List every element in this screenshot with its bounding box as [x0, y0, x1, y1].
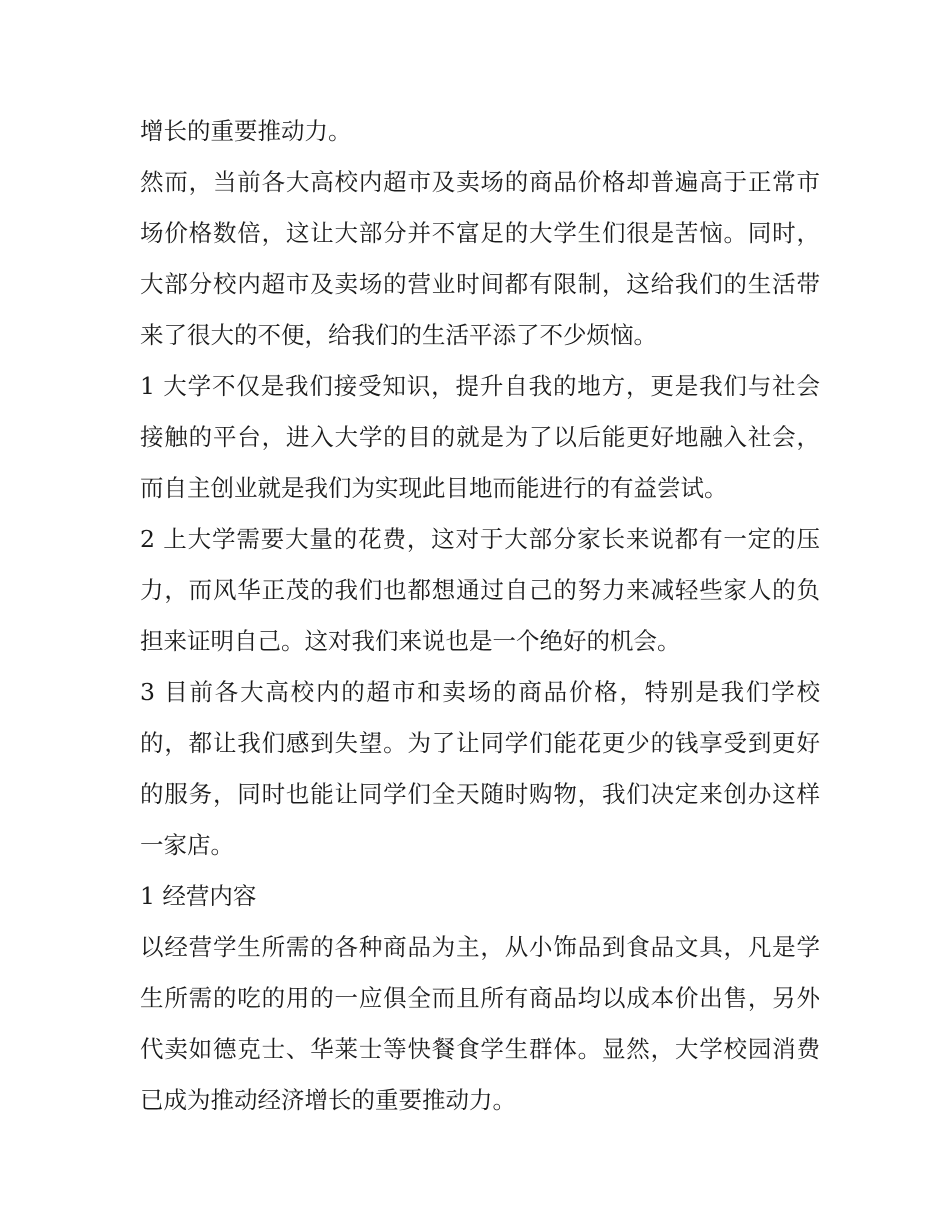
- section-heading-business-content: 1 经营内容: [140, 882, 257, 910]
- paragraph-reason-2: 2 上大学需要大量的花费，这对于大部分家长来说都有一定的压力，而风华正茂的我们也都想通过自己的努力来减轻些家人的负担来证明自己。这对我们来说也是一个绝好的机会。: [140, 525, 820, 655]
- paragraph-price-problem: 然而，当前各大高校内超市及卖场的商品价格却普遍高于正常市场价格数倍，这让大部分并不富足的大学生们很是苦恼。同时，大部分校内超市及卖场的营业时间都有限制，这给我们的生活带来了很大的不便，给我们的生活平添了不少烦恼。: [140, 168, 820, 349]
- paragraph-business-content: 以经营学生所需的各种商品为主，从小饰品到食品文具，凡是学生所需的吃的用的一应俱全而且所有商品均以成本价出售，另外代卖如德克士、华莱士等快餐食学生群体。显然，大学校园消费已成为推动经济增长的重要推动力。: [140, 933, 820, 1114]
- paragraph-reason-3: 3 目前各大高校内的超市和卖场的商品价格，特别是我们学校的，都让我们感到失望。为了让同学们能花更少的钱享受到更好的服务，同时也能让同学们全天随时购物，我们决定来创办这样一家店。: [140, 678, 820, 859]
- document-body: [140, 106, 820, 1126]
- paragraph-continuation: 增长的重要推动力。: [140, 117, 352, 145]
- paragraph-reason-1: 1 大学不仅是我们接受知识，提升自我的地方，更是我们与社会接触的平台，进入大学的目的就是为了以后能更好地融入社会，而自主创业就是我们为实现此目地而能进行的有益尝试。: [140, 372, 820, 502]
